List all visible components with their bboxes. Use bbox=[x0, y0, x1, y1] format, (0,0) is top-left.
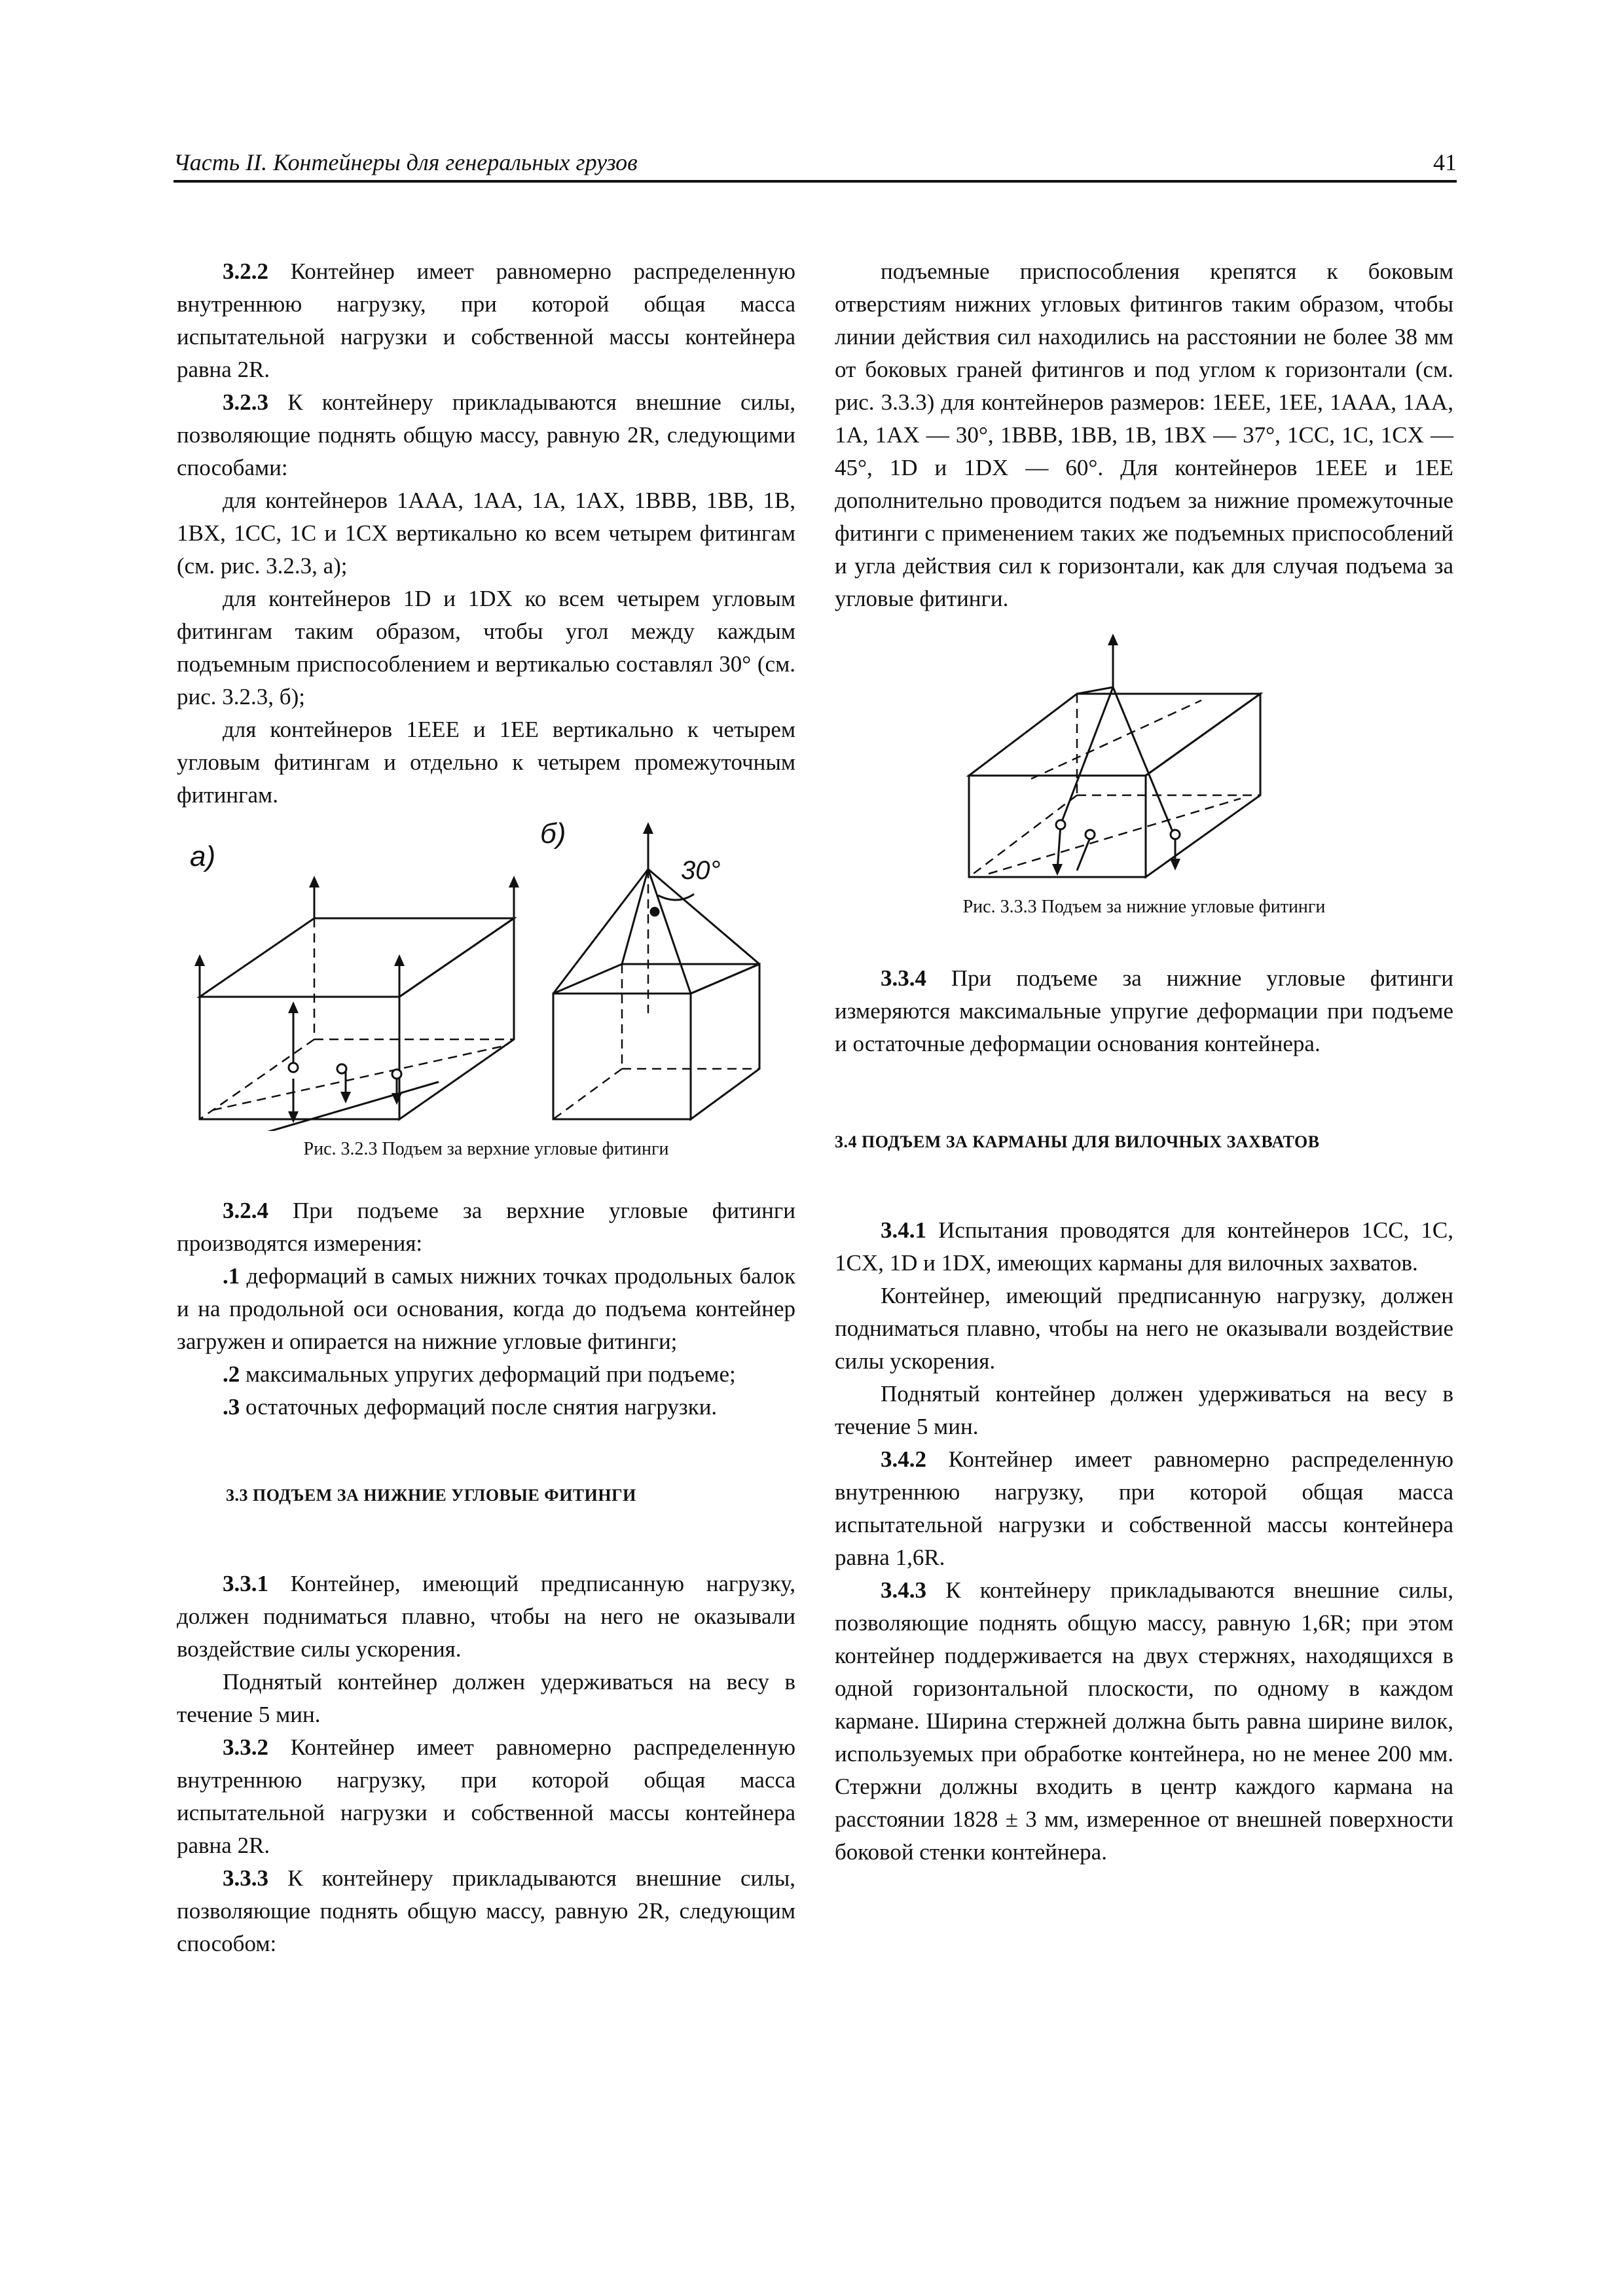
clause-number: 3.3.2 bbox=[223, 1734, 268, 1760]
clause-number: 3.2.2 bbox=[223, 259, 268, 284]
clause-number: 3.4.2 bbox=[881, 1446, 926, 1472]
figure-3-2-3-drawing bbox=[177, 817, 795, 1131]
paragraph-3-4-1-c: Поднятый контейнер должен удерживаться на весу в течение 5 мин. bbox=[835, 1381, 1453, 1439]
paragraph-3-4-1: 3.4.1 Испытания проводятся для контейнеров 1CC, 1C, 1CX, 1D и 1DX, имеющих карманы для вилочных захватов. bbox=[835, 1217, 1453, 1276]
paragraph-3-3-1-b: Поднятый контейнер должен удерживаться на весу в течение 5 мин. bbox=[177, 1669, 795, 1727]
clause-number: 3.3.1 bbox=[223, 1571, 268, 1596]
paragraph-3-3-2: 3.3.2 Контейнер имеет равномерно распределенную внутреннюю нагрузку, при которой общая масса испытательной нагрузки и собственной массы контейнера равна 2R. bbox=[177, 1734, 795, 1858]
figure-caption: Рис. 3.2.3 Подъем за верхние угловые фитинги bbox=[303, 1139, 669, 1159]
clause-number: 3.4.3 bbox=[881, 1577, 926, 1603]
angle-label: 30° bbox=[681, 856, 721, 885]
right-column bbox=[835, 255, 1453, 1869]
paragraph-3-2-3: 3.2.3 К контейнеру прикладываются внешние силы, позволяющие поднять общую массу, равную 2R, следующими способами: bbox=[177, 389, 795, 480]
paragraph-3-3-3: 3.3.3 К контейнеру прикладываются внешние силы, позволяющие поднять общую массу, равную 2R, следующим способом: bbox=[177, 1865, 795, 1956]
paragraph-3-4-3: 3.4.3 К контейнеру прикладываются внешние силы, позволяющие поднять общую массу, равную 1,6R; при этом контейнер поддерживается на двух стержнях, находящихся в одной горизонтальной плоскости, по одному в каждом кармане. Ширина стержней должна быть равна ширине вилок, используемых при обработке контейнера, но не менее 200 мм. Стержни должны входить в центр каждого кармана на расстоянии 1828 ± 3 мм, измеренное от внешней поверхности боковой стенки контейнера. bbox=[835, 1577, 1453, 1865]
paragraph-3-2-4-3: .3 остаточных деформаций после снятия нагрузки. bbox=[223, 1394, 718, 1420]
paragraph-3-2-2: 3.2.2 Контейнер имеет равномерно распределенную внутреннюю нагрузку, при которой общая масса испытательной нагрузки и собственной массы контейнера равна 2R. bbox=[177, 259, 795, 382]
figure-caption: Рис. 3.3.3 Подъем за нижние угловые фитинги bbox=[962, 897, 1326, 917]
paragraph-3-3-4: 3.3.4 При подъеме за нижние угловые фитинги измеряются максимальные упругие деформации при подъеме и остаточные деформации основания контейнера. bbox=[835, 965, 1453, 1056]
figure-3-2-3 bbox=[177, 817, 795, 1180]
clause-number: .1 bbox=[223, 1263, 240, 1289]
paragraph-3-2-4: 3.2.4 При подъеме за верхние угловые фитинги производятся измерения: bbox=[177, 1198, 795, 1256]
paragraph-3-2-4-1: .1 деформаций в самых нижних точках продольных балок и на продольной оси основания, когда до подъема контейнер загружен и опирается на нижние угловые фитинги; bbox=[177, 1263, 795, 1354]
clause-number: 3.3.4 bbox=[881, 965, 926, 991]
clause-number: 3.2.4 bbox=[223, 1198, 268, 1223]
clause-number: 3.3.3 bbox=[223, 1865, 268, 1891]
clause-number: .2 bbox=[223, 1361, 240, 1387]
figure-label-a: а) bbox=[190, 840, 216, 872]
paragraph-3-3-1: 3.3.1 Контейнер, имеющий предписанную нагрузку, должен подниматься плавно, чтобы на него не оказывали воздействие силы ускорения. bbox=[177, 1571, 795, 1662]
paragraph-3-2-3-c: для контейнеров 1EEE и 1EE вертикально к четырем угловым фитингам и отдельно к четырем промежуточным фитингам. bbox=[177, 717, 795, 808]
paragraph-3-4-2: 3.4.2 Контейнер имеет равномерно распределенную внутреннюю нагрузку, при которой общая масса испытательной нагрузки и собственной массы контейнера равна 1,6R. bbox=[835, 1446, 1453, 1570]
paragraph-3-4-1-b: Контейнер, имеющий предписанную нагрузку, должен подниматься плавно, чтобы на него не оказывали воздействие силы ускорения. bbox=[835, 1283, 1453, 1374]
section-heading-3-3: 3.3 ПОДЪЕМ ЗА НИЖНИЕ УГЛОВЫЕ ФИТИНГИ bbox=[226, 1486, 636, 1505]
running-header bbox=[173, 147, 1457, 183]
paragraph-3-2-3-b: для контейнеров 1D и 1DX ко всем четырем угловым фитингам таким образом, чтобы угол между каждым подъемным приспособлением и вертикалью составлял 30° (см. рис. 3.2.3, б); bbox=[177, 586, 795, 709]
left-column bbox=[177, 255, 795, 1960]
paragraph-3-2-4-2: .2 максимальных упругих деформаций при подъеме; bbox=[223, 1361, 736, 1387]
figure-label-b: б) bbox=[540, 817, 566, 850]
page-number: 41 bbox=[1433, 149, 1457, 175]
figure-3-3-3 bbox=[835, 622, 1453, 936]
paragraph-3-2-3-a: для контейнеров 1AAA, 1AA, 1A, 1AX, 1BBB, 1BB, 1B, 1BX, 1CC, 1C и 1CX вертикально ко всем четырем фитингам (см. рис. 3.2.3, а); bbox=[177, 488, 795, 579]
figure-3-3-3-drawing bbox=[835, 622, 1453, 897]
section-heading-3-4: 3.4 ПОДЪЕМ ЗА КАРМАНЫ ДЛЯ ВИЛОЧНЫХ ЗАХВАТОВ bbox=[835, 1132, 1320, 1151]
clause-number: .3 bbox=[223, 1394, 240, 1420]
clause-number: 3.4.1 bbox=[881, 1217, 926, 1243]
paragraph-3-3-3-continued: подъемные приспособления крепятся к боковым отверстиям нижних угловых фитингов таким образом, чтобы линии действия сил находились на расстоянии не более 38 мм от боковых граней фитингов и под углом к горизонтали (см. рис. 3.3.3) для контейнеров размеров: 1EEE, 1EE, 1AAA, 1AA, 1A, 1AX — 30°, 1BBB, 1BB, 1B, 1BX — 37°, 1CC, 1C, 1CX — 45°, 1D и 1DX — 60°. Для контейнеров 1EEE и 1EE дополнительно проводится подъем за нижние промежуточные фитинги с применением таких же подъемных приспособлений и угла действия сил к горизонтали, как для случая подъема за угловые фитинги. bbox=[835, 259, 1453, 611]
running-header-title: Часть II. Контейнеры для генеральных грузов bbox=[173, 149, 638, 175]
clause-number: 3.2.3 bbox=[223, 389, 268, 415]
